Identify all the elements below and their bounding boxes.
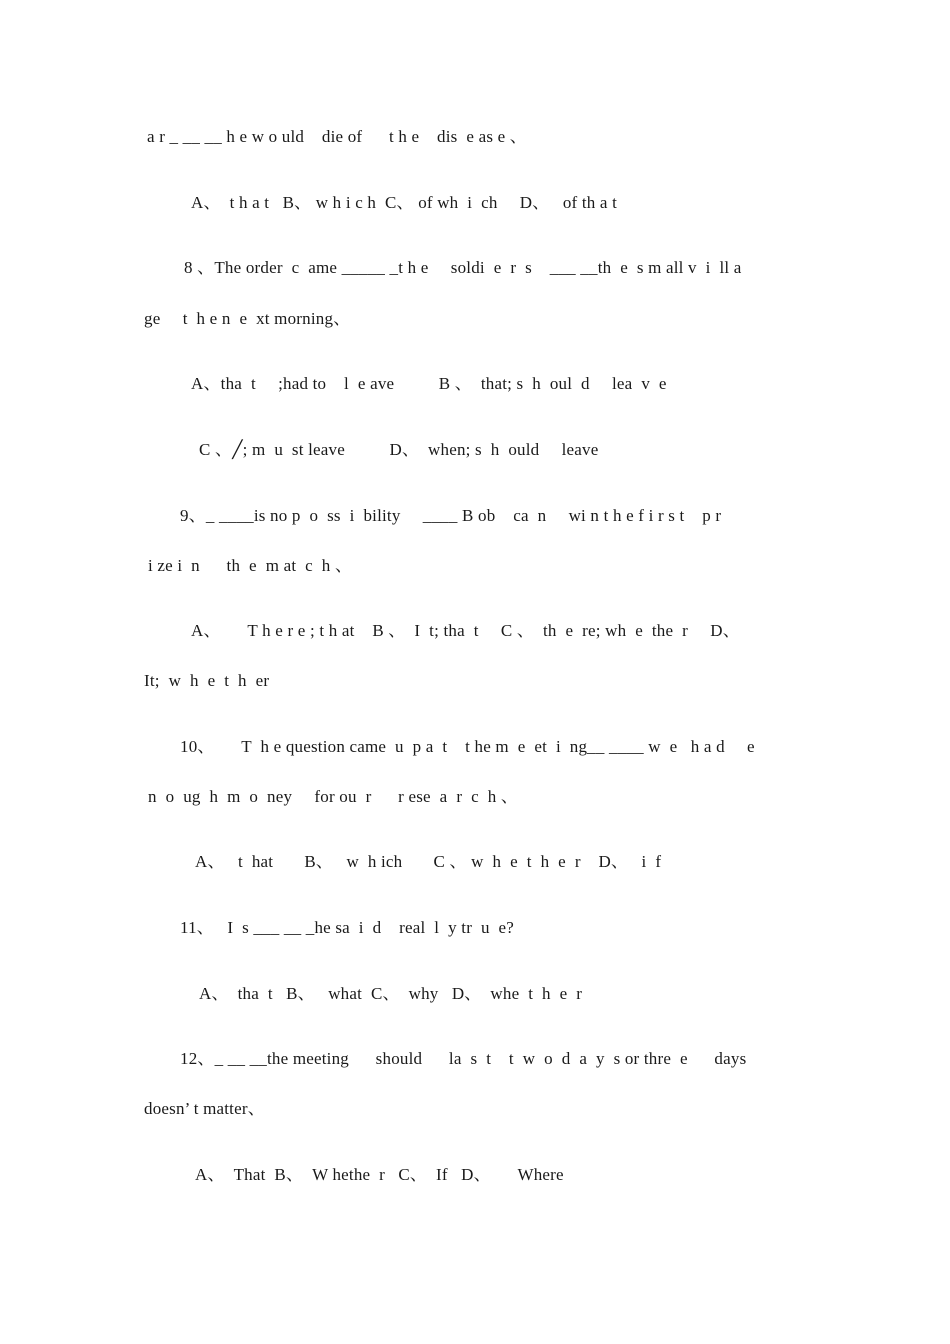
question-11-options: A、 tha t B、 what C、 why D、 whe t h e r <box>199 984 583 1003</box>
question-10-stem: 10、 T h e question came u p a t t he m e et i ng__ ____ w e h a d e <box>180 737 755 756</box>
question-8-stem-cont: ge t h e n e xt morning、 <box>144 309 351 328</box>
question-8-stem: 8 、The order c ame _____ _t h e soldi e r s ___ __th e s m all v i ll a <box>184 258 742 277</box>
question-12-stem-cont: doesn’ t matter、 <box>144 1099 265 1118</box>
question-10-options: A、 t hat B、 w h ich C 、 w h e t h e r D、 i f <box>195 852 662 871</box>
question-11-stem: 11、 I s ___ __ _he sa i d real l y tr u e? <box>180 918 515 937</box>
question-9-stem: 9、_ ____is no p o ss i bility ____ B ob ca n wi n t h e f i r s t p r <box>180 506 722 525</box>
question-12-options: A、 That B、 W hethe r C、 If D、 Where <box>195 1165 564 1184</box>
question-10-stem-cont: n o ug h m o ney for ou r r ese a r c h 、 <box>148 787 519 806</box>
question-7-stem-end: a r _ __ __ h e w o uld die of t h e dis e as e 、 <box>147 127 527 146</box>
question-8-options-cd: C 、╱; m u st leave D、 when; s h ould leave <box>199 440 599 459</box>
question-9-stem-cont: i ze i n th e m at c h 、 <box>148 556 353 575</box>
question-12-stem: 12、_ __ __the meeting should la s t t w o d a y s or thre e days <box>180 1049 747 1068</box>
question-7-options: A、 t h a t B、 w h i c h C、 of wh i ch D、 of th a t <box>191 193 618 212</box>
question-8-options-ab: A、tha t ;had to l e ave B 、 that; s h oul d lea v e <box>191 374 667 393</box>
question-9-options-cont: It; w h e t h er <box>144 671 270 690</box>
question-9-options: A、 T h e r e ; t h at B 、 I t; tha t C 、 th e re; wh e the r D、 <box>191 621 740 640</box>
